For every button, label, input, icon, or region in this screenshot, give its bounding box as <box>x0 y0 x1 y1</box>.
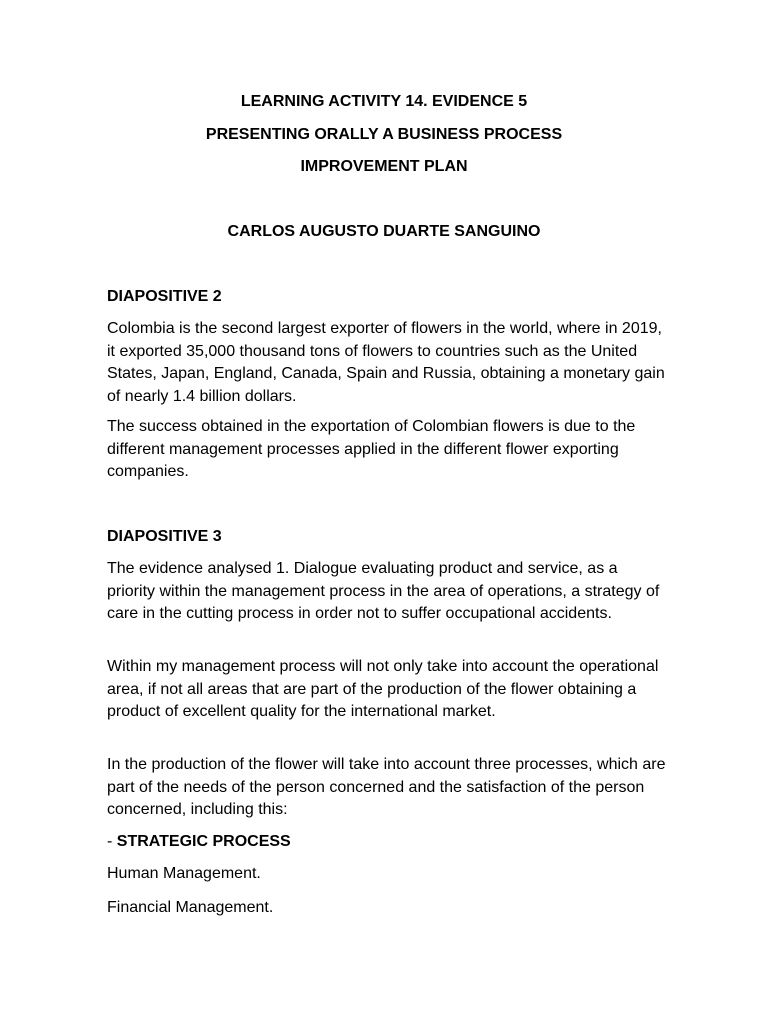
title-line-1: LEARNING ACTIVITY 14. EVIDENCE 5 <box>240 93 528 110</box>
author-name: CARLOS AUGUSTO DUARTE SANGUINO <box>227 223 541 240</box>
paragraph: The success obtained in the exportation of Colombian flowers is due to the different management processes applied in the different flower exporting companies. <box>107 418 636 480</box>
list-item: Financial Management. <box>107 899 274 916</box>
subheading-text: STRATEGIC PROCESS <box>116 833 291 850</box>
paragraph: Within my management process will not only take into account the operational area, if not all areas that are part of the production of the flower obtaining a product of excellent quality for the international market. <box>107 658 659 720</box>
paragraph: In the production of the flower will take into account three processes, which are part of the needs of the person concerned and the satisfaction of the person concerned, including this: <box>107 756 666 818</box>
title-line-3: IMPROVEMENT PLAN <box>300 158 468 175</box>
subheading-strategic-process <box>107 831 667 854</box>
subheading-prefix: - <box>107 833 117 850</box>
title-line-2: PRESENTING ORALLY A BUSINESS PROCESS <box>205 126 563 143</box>
list-item: Human Management. <box>107 865 261 882</box>
paragraph: The evidence analysed 1. Dialogue evaluating product and service, as a priority within the management process in the area of operations, a strategy of care in the cutting process in order not to suffer occupational accidents. <box>107 560 660 622</box>
paragraph: Colombia is the second largest exporter of flowers in the world, where in 2019, it exported 35,000 thousand tons of flowers to countries such as the United States, Japan, England, Canada, Spain and Russia, obtaining a monetary gain of nearly 1.4 billion dollars. <box>107 320 665 405</box>
section-heading-diapositive-3: DIAPOSITIVE 3 <box>107 528 222 545</box>
section-heading-diapositive-2: DIAPOSITIVE 2 <box>107 288 222 305</box>
